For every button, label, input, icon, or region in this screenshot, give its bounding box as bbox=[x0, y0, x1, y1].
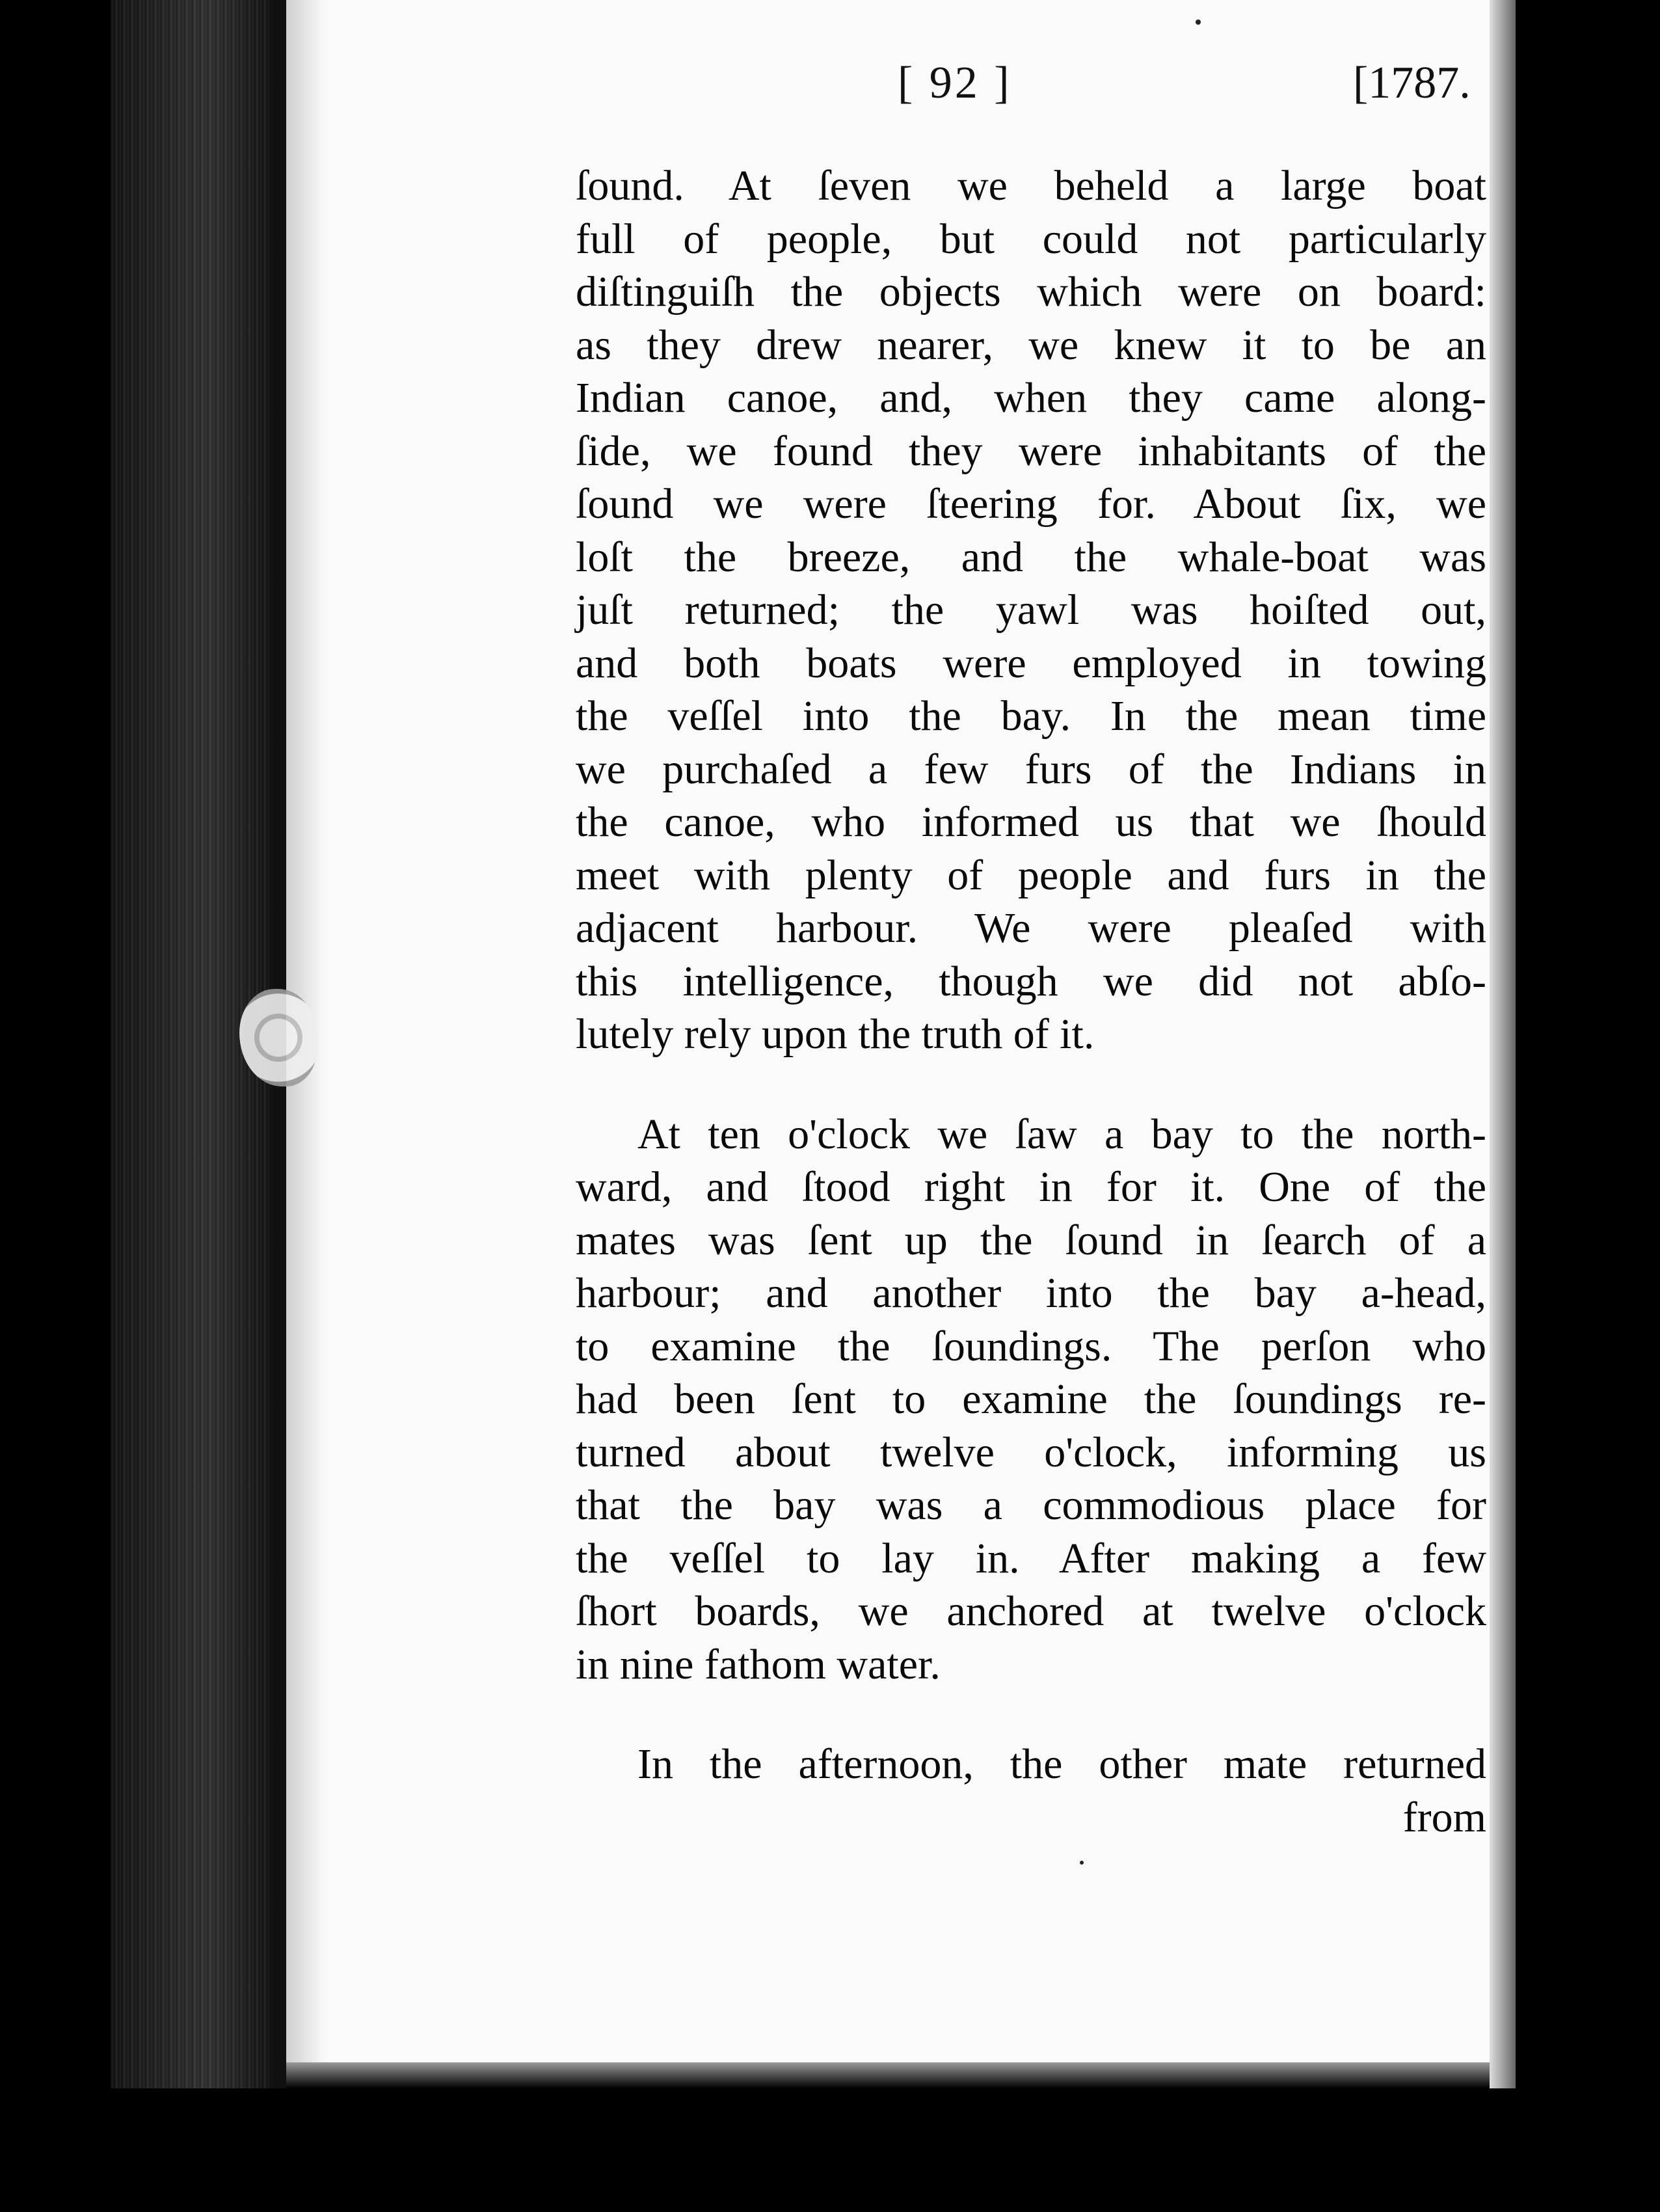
text-line: that the bay was a commodious place for bbox=[576, 1481, 1486, 1529]
body-text bbox=[576, 159, 1486, 1844]
running-head bbox=[898, 57, 1516, 129]
text-line: as they drew nearer, we knew it to be an bbox=[576, 321, 1486, 369]
text-line: adjacent harbour. We were pleaſed with bbox=[576, 904, 1486, 952]
text-line: this intelligence, though we did not abſo- bbox=[576, 957, 1486, 1005]
text-line: ſhort boards, we anchored at twelve o'clock bbox=[576, 1587, 1486, 1635]
text-line: In the afternoon, the other mate returned bbox=[637, 1740, 1486, 1788]
text-line: in nine fathom water. bbox=[576, 1640, 941, 1688]
text-line: ſound. At ſeven we beheld a large boat bbox=[576, 162, 1486, 209]
page-right-edge bbox=[1490, 0, 1516, 2088]
text-line: and both boats were employed in towing bbox=[576, 639, 1486, 687]
text-line: full of people, but could not particularly bbox=[576, 215, 1486, 263]
text-line: had been ſent to examine the ſoundings re- bbox=[576, 1375, 1486, 1423]
text-line: At ten o'clock we ſaw a bay to the north- bbox=[637, 1110, 1486, 1158]
text-line: lutely rely upon the truth of it. bbox=[576, 1010, 1095, 1058]
text-line: ſide, we found they were inhabitants of the bbox=[576, 427, 1486, 475]
paragraph-gap bbox=[576, 1061, 1486, 1108]
text-line: we purchaſed a few furs of the Indians in bbox=[576, 745, 1486, 793]
page-bottom-shadow bbox=[286, 2062, 1490, 2088]
paragraph bbox=[576, 1738, 1486, 1791]
paragraph bbox=[576, 1108, 1486, 1692]
paragraph bbox=[576, 159, 1486, 1061]
text-line: the veſſel into the bay. In the mean time bbox=[576, 692, 1486, 740]
text-line: the canoe, who informed us that we ſhould bbox=[576, 798, 1486, 846]
text-line: juſt returned; the yawl was hoiſted out, bbox=[576, 586, 1486, 634]
ink-speck bbox=[1080, 1861, 1084, 1865]
text-line: ward, and ſtood right in for it. One of the bbox=[576, 1163, 1486, 1211]
text-line: the veſſel to lay in. After making a few bbox=[576, 1534, 1486, 1582]
text-line: ſound we were ſteering for. About ſix, we bbox=[576, 480, 1486, 528]
text-line: turned about twelve o'clock, informing us bbox=[576, 1428, 1486, 1476]
text-line: meet with plenty of people and furs in the bbox=[576, 851, 1486, 899]
running-head-year: [1787. bbox=[1353, 58, 1471, 108]
text-line: mates was ſent up the ſound in ſearch of a bbox=[576, 1216, 1486, 1264]
page-number: [ 92 ] bbox=[898, 58, 1012, 108]
text-line: to examine the ſoundings. The perſon who bbox=[576, 1322, 1486, 1370]
text-line: harbour; and another into the bay a-head, bbox=[576, 1269, 1486, 1317]
text-line: diſtinguiſh the objects which were on board: bbox=[576, 268, 1486, 316]
text-line: loſt the breeze, and the whale-boat was bbox=[576, 533, 1486, 581]
ink-speck bbox=[1196, 20, 1201, 25]
paragraph-gap bbox=[576, 1691, 1486, 1738]
text-line: Indian canoe, and, when they came along- bbox=[576, 374, 1486, 422]
catchword: from bbox=[1402, 1793, 1486, 1841]
